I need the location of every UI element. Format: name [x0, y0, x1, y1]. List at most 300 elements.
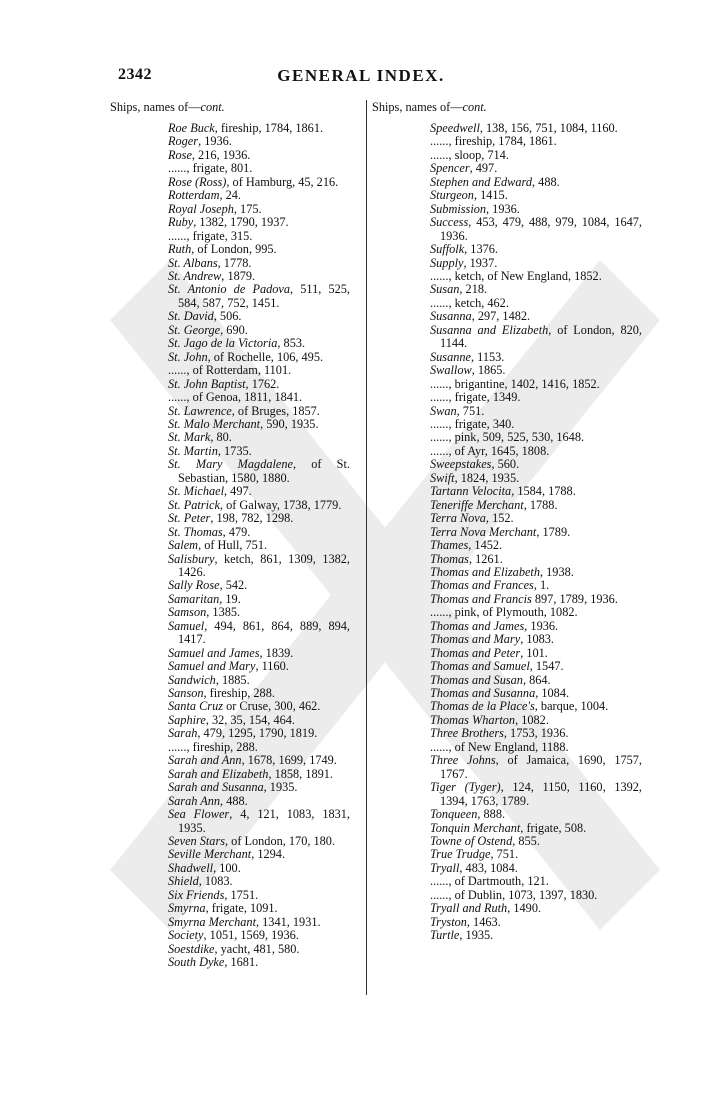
ship-name: Submission	[430, 201, 487, 216]
entry-details: , 494, 861, 864, 889, 894, 1417.	[178, 618, 350, 647]
entry-details: , 511, 525, 584, 587, 752, 1451.	[178, 282, 350, 310]
index-entry	[168, 135, 350, 148]
ship-name: Thomas and James	[430, 618, 525, 633]
index-entry	[168, 660, 350, 673]
ship-name: Six Friends	[168, 887, 225, 902]
entry-details: ......, brigantine, 1402, 1416, 1852.	[430, 376, 600, 391]
index-entry	[430, 822, 642, 835]
entry-details: , 1751.	[224, 887, 259, 902]
entry-details: or Cruse, 300, 462.	[223, 699, 321, 714]
index-entry	[168, 754, 350, 767]
entry-details: , 1938.	[540, 564, 574, 579]
ship-name: St. Mark	[168, 430, 211, 445]
ship-name: Shield	[168, 874, 199, 889]
ship-name: Samuel and Mary	[168, 659, 256, 674]
index-entry	[168, 902, 350, 915]
entry-details: , 1.	[533, 578, 550, 593]
entry-details: , frigate, 508.	[520, 820, 587, 835]
ship-name: Spencer	[430, 161, 470, 176]
entry-details: , 1762.	[245, 376, 280, 391]
entry-details: , fireship, 1784, 1861.	[214, 121, 324, 135]
ship-name: Tryall	[430, 860, 460, 875]
running-head: GENERAL INDEX.	[277, 66, 445, 85]
index-entry	[168, 808, 350, 835]
ship-name: Susanna and Elizabeth	[430, 322, 549, 337]
entry-details: , 888.	[477, 807, 506, 822]
left-column	[110, 100, 350, 970]
ship-name: Susan	[430, 282, 460, 297]
index-entry	[168, 647, 350, 660]
entry-details: , 1415.	[473, 188, 508, 203]
ship-name: Susanne	[430, 349, 471, 364]
entry-details: , 198, 782, 1298.	[210, 511, 294, 526]
ship-name: Sarah and Susanna	[168, 780, 264, 795]
index-entry	[168, 795, 350, 808]
index-entry	[430, 122, 642, 135]
index-entry	[168, 189, 350, 202]
entry-details: , of Hull, 751.	[198, 538, 268, 553]
index-entry	[168, 768, 350, 781]
entry-details: , 1490.	[507, 901, 542, 916]
ship-name: Swallow	[430, 363, 472, 378]
entry-details: , 1547.	[529, 659, 564, 674]
page-number: 2342	[118, 66, 152, 83]
ship-name: Suffolk	[430, 242, 465, 257]
index-entry	[430, 674, 642, 687]
heading-text: Ships, names of—	[372, 100, 463, 114]
entry-details: ......, of New England, 1188.	[430, 739, 569, 754]
index-entry	[430, 862, 642, 875]
index-entry	[430, 687, 642, 700]
index-entry	[430, 579, 642, 592]
ship-name: True Trudge	[430, 847, 491, 862]
index-entry	[430, 754, 642, 781]
ship-name: St. John Baptist	[168, 376, 246, 391]
index-entry	[430, 243, 642, 256]
ship-name: St. Jago de la Victoria	[168, 336, 278, 351]
index-entry	[430, 162, 642, 175]
index-entry	[430, 553, 642, 566]
index-entry	[430, 835, 642, 848]
entry-details: , 1936.	[486, 201, 520, 216]
entry-details: , 4, 121, 1083, 1831, 1935.	[178, 807, 351, 835]
entry-details: , 101.	[520, 645, 548, 660]
entry-details: ......, pink, of Plymouth, 1082.	[430, 605, 578, 620]
index-entry	[168, 176, 350, 189]
ship-name: Sarah	[168, 726, 198, 741]
entry-details: , 1153.	[471, 349, 505, 364]
index-entry	[430, 297, 642, 310]
index-entry	[430, 378, 642, 391]
entry-details: , of London, 995.	[191, 242, 277, 257]
entry-details: , 864.	[522, 672, 551, 687]
entry-details: , 19.	[219, 591, 241, 606]
ship-name: Tryall and Ruth	[430, 901, 508, 916]
index-entry	[168, 122, 350, 135]
index-entry	[168, 700, 350, 713]
entry-details: ......, sloop, 714.	[430, 147, 509, 162]
index-entry	[168, 674, 350, 687]
entry-details: , 1051, 1569, 1936.	[203, 928, 299, 943]
entry-details: , 1584, 1788.	[511, 484, 576, 499]
index-entry	[430, 539, 642, 552]
ship-name: St. Lawrence	[168, 403, 232, 418]
index-entry	[430, 149, 642, 162]
index-entry	[430, 458, 642, 471]
index-entry	[430, 808, 642, 821]
ship-name: Thomas and Mary	[430, 632, 521, 647]
index-entry	[168, 485, 350, 498]
index-entry	[430, 889, 642, 902]
index-entry	[168, 889, 350, 902]
ship-name: Terra Nova Merchant	[430, 524, 537, 539]
entry-details: , 1936.	[198, 134, 232, 149]
entry-details: , of Jamaica, 1690, 1757, 1767.	[440, 753, 642, 781]
ship-name: Sanson	[168, 686, 204, 701]
index-entry	[168, 956, 350, 969]
index-entry	[430, 700, 642, 713]
entry-details: , 751.	[490, 847, 519, 862]
index-entry	[168, 337, 350, 350]
index-entry	[168, 579, 350, 592]
ship-name: Thomas and Peter	[430, 645, 521, 660]
ship-name: Roger	[168, 134, 199, 149]
entry-details: , 1936.	[524, 618, 559, 633]
ship-name: Tonqueen	[430, 807, 478, 822]
ship-name: St. Malo Merchant	[168, 416, 261, 431]
ship-name: St. Andrew	[168, 268, 222, 283]
index-entry	[430, 189, 642, 202]
index-entry	[430, 216, 642, 243]
ship-name: Shadwell	[168, 860, 214, 875]
entry-details: , 853.	[277, 336, 306, 351]
entry-details: , 690.	[220, 322, 248, 337]
entry-details: , 506.	[213, 309, 242, 324]
ship-name: St. Martin	[168, 443, 218, 458]
ship-name: St. Antonio de Padova	[168, 282, 291, 297]
index-entry	[168, 835, 350, 848]
entry-details: , 479.	[222, 524, 251, 539]
index-entry	[430, 364, 642, 377]
entry-details: ......, of Dartmouth, 121.	[430, 874, 549, 889]
entry-details: , 152.	[485, 511, 514, 526]
entry-details: , 1824, 1935.	[454, 470, 520, 485]
entry-details: ......, frigate, 801.	[168, 161, 253, 176]
entry-details: , 1082.	[515, 712, 549, 727]
ship-name: Thomas de la Place's	[430, 699, 535, 714]
entry-details: , of Galway, 1738, 1779.	[219, 497, 342, 512]
index-entry	[168, 149, 350, 162]
ship-name: Sandwich	[168, 672, 216, 687]
index-entry	[430, 606, 642, 619]
entry-details: , ketch, 861, 1309, 1382, 1426.	[178, 551, 350, 579]
entry-details: , 488.	[220, 793, 248, 808]
ship-name: Sturgeon	[430, 188, 474, 203]
index-entry	[430, 418, 642, 431]
ship-name: St. Thomas	[168, 524, 223, 539]
ship-name: Smyrna	[168, 901, 206, 916]
ship-name: Susanna	[430, 309, 472, 324]
ship-name: Smyrna Merchant	[168, 914, 256, 929]
index-entry	[168, 620, 350, 647]
index-entry	[168, 727, 350, 740]
index-entry	[168, 781, 350, 794]
entry-details: , 1937.	[463, 255, 498, 270]
entry-details: , 1935.	[263, 780, 298, 795]
ship-name: Samaritan	[168, 591, 220, 606]
right-column	[372, 100, 642, 943]
entry-details: , of St. Sebastian, 1580, 1880.	[178, 457, 350, 485]
entry-details: , 751.	[456, 403, 485, 418]
index-entry	[168, 431, 350, 444]
ship-name: Sarah Ann	[168, 793, 221, 808]
ship-name: Success	[430, 215, 469, 230]
index-entry	[430, 902, 642, 915]
entry-details: ......, frigate, 1349.	[430, 390, 521, 405]
entry-details: , 479, 1295, 1790, 1819.	[197, 726, 318, 741]
entry-details: , 1935.	[459, 928, 494, 943]
entry-details: , yacht, 481, 580.	[214, 941, 300, 956]
ship-name: Society	[168, 928, 204, 943]
heading-text: Ships, names of—	[110, 100, 201, 114]
ship-name: Santa Cruz	[168, 699, 224, 714]
ship-name: St. John	[168, 349, 208, 364]
entry-details: , 542.	[219, 578, 248, 593]
ship-name: Terra Nova	[430, 511, 486, 526]
index-entry	[168, 283, 350, 310]
column-divider	[366, 100, 367, 995]
ship-name: Seville Merchant	[168, 847, 252, 862]
entry-details: , 1463.	[466, 914, 501, 929]
entry-details: , 1865.	[471, 363, 506, 378]
entry-details: , 1681.	[224, 955, 259, 970]
entry-details: , of Bruges, 1857.	[231, 403, 320, 418]
entry-details: , 100.	[213, 860, 241, 875]
entry-details: ......, of Rotterdam, 1101.	[168, 363, 292, 378]
entry-details: , 1083.	[198, 874, 233, 889]
index-entry	[430, 431, 642, 444]
ship-name: Rose	[168, 147, 192, 162]
ship-name: Turtle	[430, 928, 460, 943]
index-entry	[168, 243, 350, 256]
entry-details: ......, of Ayr, 1645, 1808.	[430, 443, 550, 458]
index-entry	[168, 458, 350, 485]
entry-details: ......, pink, 509, 525, 530, 1648.	[430, 430, 585, 445]
index-entry	[168, 526, 350, 539]
entry-details: , of London, 170, 180.	[225, 834, 336, 849]
index-entry	[168, 257, 350, 270]
entry-details: ......, fireship, 1784, 1861.	[430, 134, 557, 149]
ship-name: South Dyke	[168, 955, 225, 970]
entry-list	[110, 122, 350, 970]
entry-details: , 590, 1935.	[260, 416, 319, 431]
ship-name: Tiger (Tyger)	[430, 780, 501, 795]
entry-details: , 560.	[491, 457, 520, 472]
index-entry	[168, 364, 350, 377]
index-entry	[168, 714, 350, 727]
ship-name: Sarah and Elizabeth	[168, 766, 269, 781]
entry-details: , 1879.	[221, 268, 256, 283]
ship-name: Swan	[430, 403, 457, 418]
entry-list	[372, 122, 642, 943]
ship-name: Three Brothers	[430, 726, 504, 741]
ship-name: Thomas and Susanna	[430, 686, 536, 701]
index-entry	[430, 310, 642, 323]
ship-name: St. Patrick	[168, 497, 220, 512]
index-entry	[168, 391, 350, 404]
entry-details: , barque, 1004.	[534, 699, 609, 714]
entry-details: , 1858, 1891.	[268, 766, 333, 781]
ship-name: Tryston	[430, 914, 467, 929]
entry-details: , of London, 820, 1144.	[440, 322, 642, 351]
index-entry	[168, 216, 350, 229]
heading-cont: cont.	[200, 100, 225, 114]
ship-name: Teneriffe Merchant	[430, 497, 524, 512]
entry-details: 897, 1789, 1936.	[531, 591, 618, 606]
entry-details: , 24.	[219, 188, 241, 203]
ship-name: St. George	[168, 322, 221, 337]
index-entry	[430, 270, 642, 283]
ship-name: Tonquin Merchant	[430, 820, 521, 835]
index-entry	[168, 848, 350, 861]
entry-details: , 1788.	[523, 497, 558, 512]
ship-name: Swift	[430, 470, 455, 485]
ship-name: Thames	[430, 538, 469, 553]
entry-details: , 1341, 1931.	[256, 914, 321, 929]
index-entry	[168, 445, 350, 458]
index-entry	[168, 741, 350, 754]
index-entry	[168, 499, 350, 512]
index-entry	[430, 203, 642, 216]
ship-name: St. Mary Magdalene	[168, 457, 293, 472]
index-entry	[430, 593, 642, 606]
entry-details: , 483, 1084.	[459, 860, 518, 875]
index-entry	[168, 862, 350, 875]
index-entry	[168, 539, 350, 552]
entry-details: , 1376.	[464, 242, 498, 257]
index-entry	[430, 647, 642, 660]
entry-details: ......, fireship, 288.	[168, 739, 258, 754]
entry-details: , 32, 35, 154, 464.	[205, 712, 295, 727]
ship-name: Samuel and James	[168, 645, 260, 660]
index-entry	[168, 230, 350, 243]
ship-name: Royal Joseph	[168, 201, 234, 216]
ship-name: Sally Rose	[168, 578, 220, 593]
index-entry	[430, 633, 642, 646]
index-entry	[430, 324, 642, 351]
entry-details: , 497.	[224, 484, 252, 499]
entry-details: , 1735.	[217, 443, 252, 458]
ship-name: Thomas and Francis	[430, 591, 532, 606]
index-entry	[430, 499, 642, 512]
index-entry	[168, 687, 350, 700]
entry-details: , of Hamburg, 45, 216.	[226, 174, 339, 189]
index-entry	[430, 660, 642, 673]
index-entry	[168, 875, 350, 888]
index-entry	[430, 283, 642, 296]
index-entry	[168, 405, 350, 418]
entry-details: , 1839.	[259, 645, 294, 660]
ship-name: St. Albans	[168, 255, 218, 270]
entry-details: , 1885.	[215, 672, 250, 687]
entry-details: , 1385.	[206, 605, 241, 620]
index-entry	[430, 391, 642, 404]
entry-details: , 1294.	[251, 847, 286, 862]
ship-name: Sea Flower	[168, 807, 230, 822]
ship-name: Thomas and Samuel	[430, 659, 530, 674]
entry-details: , 218.	[459, 282, 488, 297]
entry-details: , 1778.	[217, 255, 252, 270]
entry-details: , 488.	[532, 174, 560, 189]
index-entry	[430, 566, 642, 579]
index-entry	[430, 257, 642, 270]
column-heading	[372, 100, 642, 122]
ship-name: Samson	[168, 605, 207, 620]
index-entry	[430, 176, 642, 189]
entry-details: , fireship, 288.	[203, 686, 275, 701]
index-entry	[168, 916, 350, 929]
index-entry	[168, 606, 350, 619]
column-heading	[110, 100, 350, 122]
entry-details: ......, ketch, of New England, 1852.	[430, 268, 602, 283]
index-entry	[168, 270, 350, 283]
index-entry	[168, 162, 350, 175]
entry-details: , 1789.	[536, 524, 571, 539]
entry-details: , 497.	[469, 161, 498, 176]
ship-name: Thomas and Susan	[430, 672, 523, 687]
heading-cont: cont.	[462, 100, 487, 114]
ship-name: St. Michael	[168, 484, 225, 499]
entry-details: , 1084.	[535, 686, 570, 701]
index-entry	[430, 620, 642, 633]
ship-name: Roe Buck	[168, 121, 215, 135]
entry-details: , 1083.	[520, 632, 555, 647]
entry-details: ......, frigate, 315.	[168, 228, 253, 243]
entry-details: , 855.	[512, 834, 540, 849]
index-entry	[168, 593, 350, 606]
index-entry	[430, 875, 642, 888]
index-entry	[430, 848, 642, 861]
ship-name: Salem	[168, 538, 199, 553]
entry-details: , 1382, 1790, 1937.	[193, 215, 289, 230]
entry-details: ......, frigate, 340.	[430, 416, 515, 431]
index-entry	[168, 553, 350, 580]
entry-details: , frigate, 1091.	[205, 901, 278, 916]
index-entry	[168, 351, 350, 364]
ship-name: Stephen and Edward	[430, 174, 533, 189]
index-entry	[430, 445, 642, 458]
ship-name: Rotterdam	[168, 188, 220, 203]
index-entry	[430, 526, 642, 539]
entry-details: , 1452.	[468, 538, 503, 553]
entry-details: , 175.	[233, 201, 262, 216]
index-entry	[430, 472, 642, 485]
ship-name: Speedwell	[430, 121, 480, 135]
ship-name: Ruth	[168, 242, 192, 257]
entry-details: ......, ketch, 462.	[430, 295, 509, 310]
ship-name: Thomas Wharton	[430, 712, 516, 727]
index-entry	[168, 378, 350, 391]
index-entry	[430, 512, 642, 525]
ship-name: Tartann Velocita	[430, 484, 512, 499]
index-entry	[168, 418, 350, 431]
index-entry	[430, 916, 642, 929]
entry-details: , 453, 479, 488, 979, 1084, 1647, 1936.	[440, 215, 642, 243]
page-header	[0, 66, 722, 92]
index-entry	[168, 324, 350, 337]
ship-name: Three Johns	[430, 753, 496, 768]
ship-name: Seven Stars	[168, 834, 226, 849]
